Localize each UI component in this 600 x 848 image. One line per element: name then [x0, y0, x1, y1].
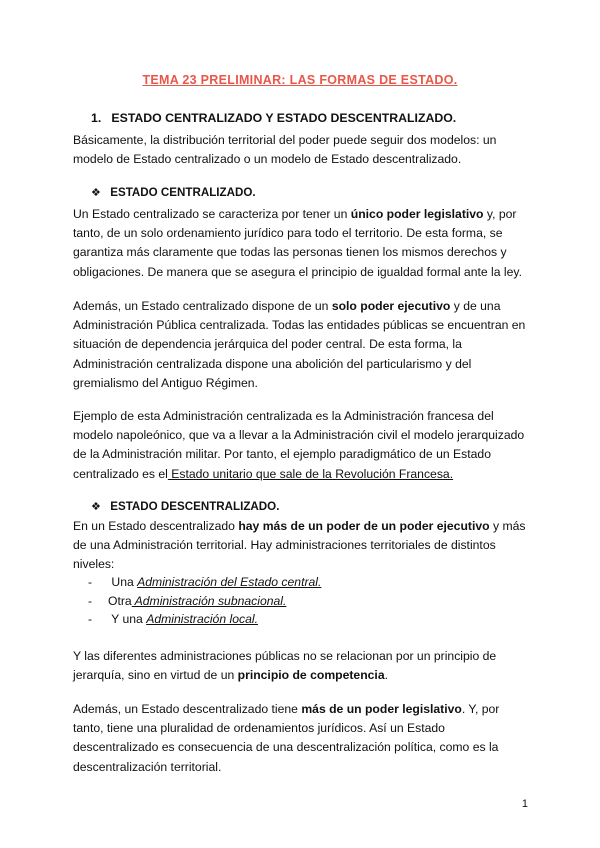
dash-bullet: - — [88, 612, 93, 626]
bold-text: más de un poder legislativo — [301, 702, 462, 716]
text: y de una Administración Pública centralizada. Todas las entidades públicas se encuentran en situación de dependencia jerárquica del poder central. De esta forma, la Administración centralizada dispone una abolición del particularismo y del gremialismo del Antiguo Régimen. — [73, 299, 526, 390]
list-item — [88, 573, 321, 592]
page-number: 1 — [521, 798, 528, 810]
section-heading — [91, 111, 456, 125]
text: Y las diferentes administraciones públicas no se relacionan por un principio de jerarquía, sino en virtud de un — [73, 649, 497, 683]
section-number: 1. — [91, 111, 102, 125]
diamond-bullet-icon: ❖ — [91, 187, 101, 199]
subheading-text: ESTADO DESCENTRALIZADO. — [110, 500, 280, 513]
list-item — [88, 592, 321, 611]
link-administracion-central[interactable]: Administración del Estado central. — [137, 575, 322, 589]
document-title: TEMA 23 PRELIMINAR: LAS FORMAS DE ESTADO. — [142, 73, 458, 87]
subheading-text: ESTADO CENTRALIZADO. — [110, 186, 256, 199]
paragraph-descentralizado-2 — [73, 647, 533, 685]
text: Además, un Estado descentralizado tiene — [73, 702, 302, 716]
paragraph-centralizado-1 — [73, 205, 533, 282]
bold-text: único poder legislativo — [350, 207, 484, 221]
link-estado-unitario[interactable]: Estado unitario que sale de la Revolución Francesa. — [167, 466, 454, 481]
text: Una — [108, 575, 138, 589]
administration-list — [88, 573, 321, 629]
list-item — [88, 610, 321, 629]
dash-bullet: - — [88, 593, 93, 608]
diamond-bullet-icon: ❖ — [91, 501, 101, 513]
paragraph-centralizado-3 — [73, 407, 533, 484]
section-heading-text: ESTADO CENTRALIZADO Y ESTADO DESCENTRALIZADO. — [111, 111, 457, 125]
text: Otra — [108, 593, 132, 608]
intro-paragraph: Básicamente, la distribución territorial del poder puede seguir dos modelos: un modelo de Estado centralizado o un modelo de Estado descentralizado. — [73, 133, 497, 167]
text: Y una — [108, 612, 147, 626]
text: y más de una Administración territorial. Hay administraciones territoriales de distintos niveles: — [73, 519, 526, 572]
bold-text: principio de competencia — [237, 668, 385, 683]
text: y, por tanto, de un solo ordenamiento jurídico para todo el territorio. De esta forma, se garantiza más claramente que todas las personas tienen los mismos derechos y obligaciones. De manera que se asegura el principio de igualdad formal ante la ley. — [73, 207, 522, 279]
text: Ejemplo de esta Administración centralizada es la Administración francesa del modelo napoleónico, que va a llevar a la Administración civil el modelo jerarquizado de la Administración militar. Por tanto, el ejemplo paradigmático de un Estado centralizado es el — [73, 409, 525, 481]
subheading-centralizado — [91, 186, 256, 199]
subheading-descentralizado — [91, 500, 279, 513]
dash-bullet: - — [88, 575, 93, 589]
bold-text: solo poder ejecutivo — [331, 299, 451, 313]
paragraph-descentralizado-3 — [73, 700, 533, 777]
text: Un Estado centralizado se caracteriza por tener un — [73, 207, 351, 221]
text: Además, un Estado centralizado dispone de un — [73, 299, 332, 313]
link-administracion-local[interactable]: Administración local. — [146, 612, 258, 626]
link-administracion-subnacional[interactable]: Administración subnacional. — [131, 593, 287, 608]
text: En un Estado descentralizado — [73, 519, 239, 533]
text: . — [384, 668, 388, 683]
paragraph-descentralizado-1 — [73, 517, 533, 575]
text: . Y, por tanto, tiene una pluralidad de ordenamientos jurídicos. Así un Estado descentralizado es consecuencia de una descentralización política, como es la descentralización territorial. — [73, 702, 500, 774]
paragraph-centralizado-2 — [73, 297, 533, 393]
bold-text: hay más de un poder de un poder ejecutivo — [238, 519, 490, 533]
